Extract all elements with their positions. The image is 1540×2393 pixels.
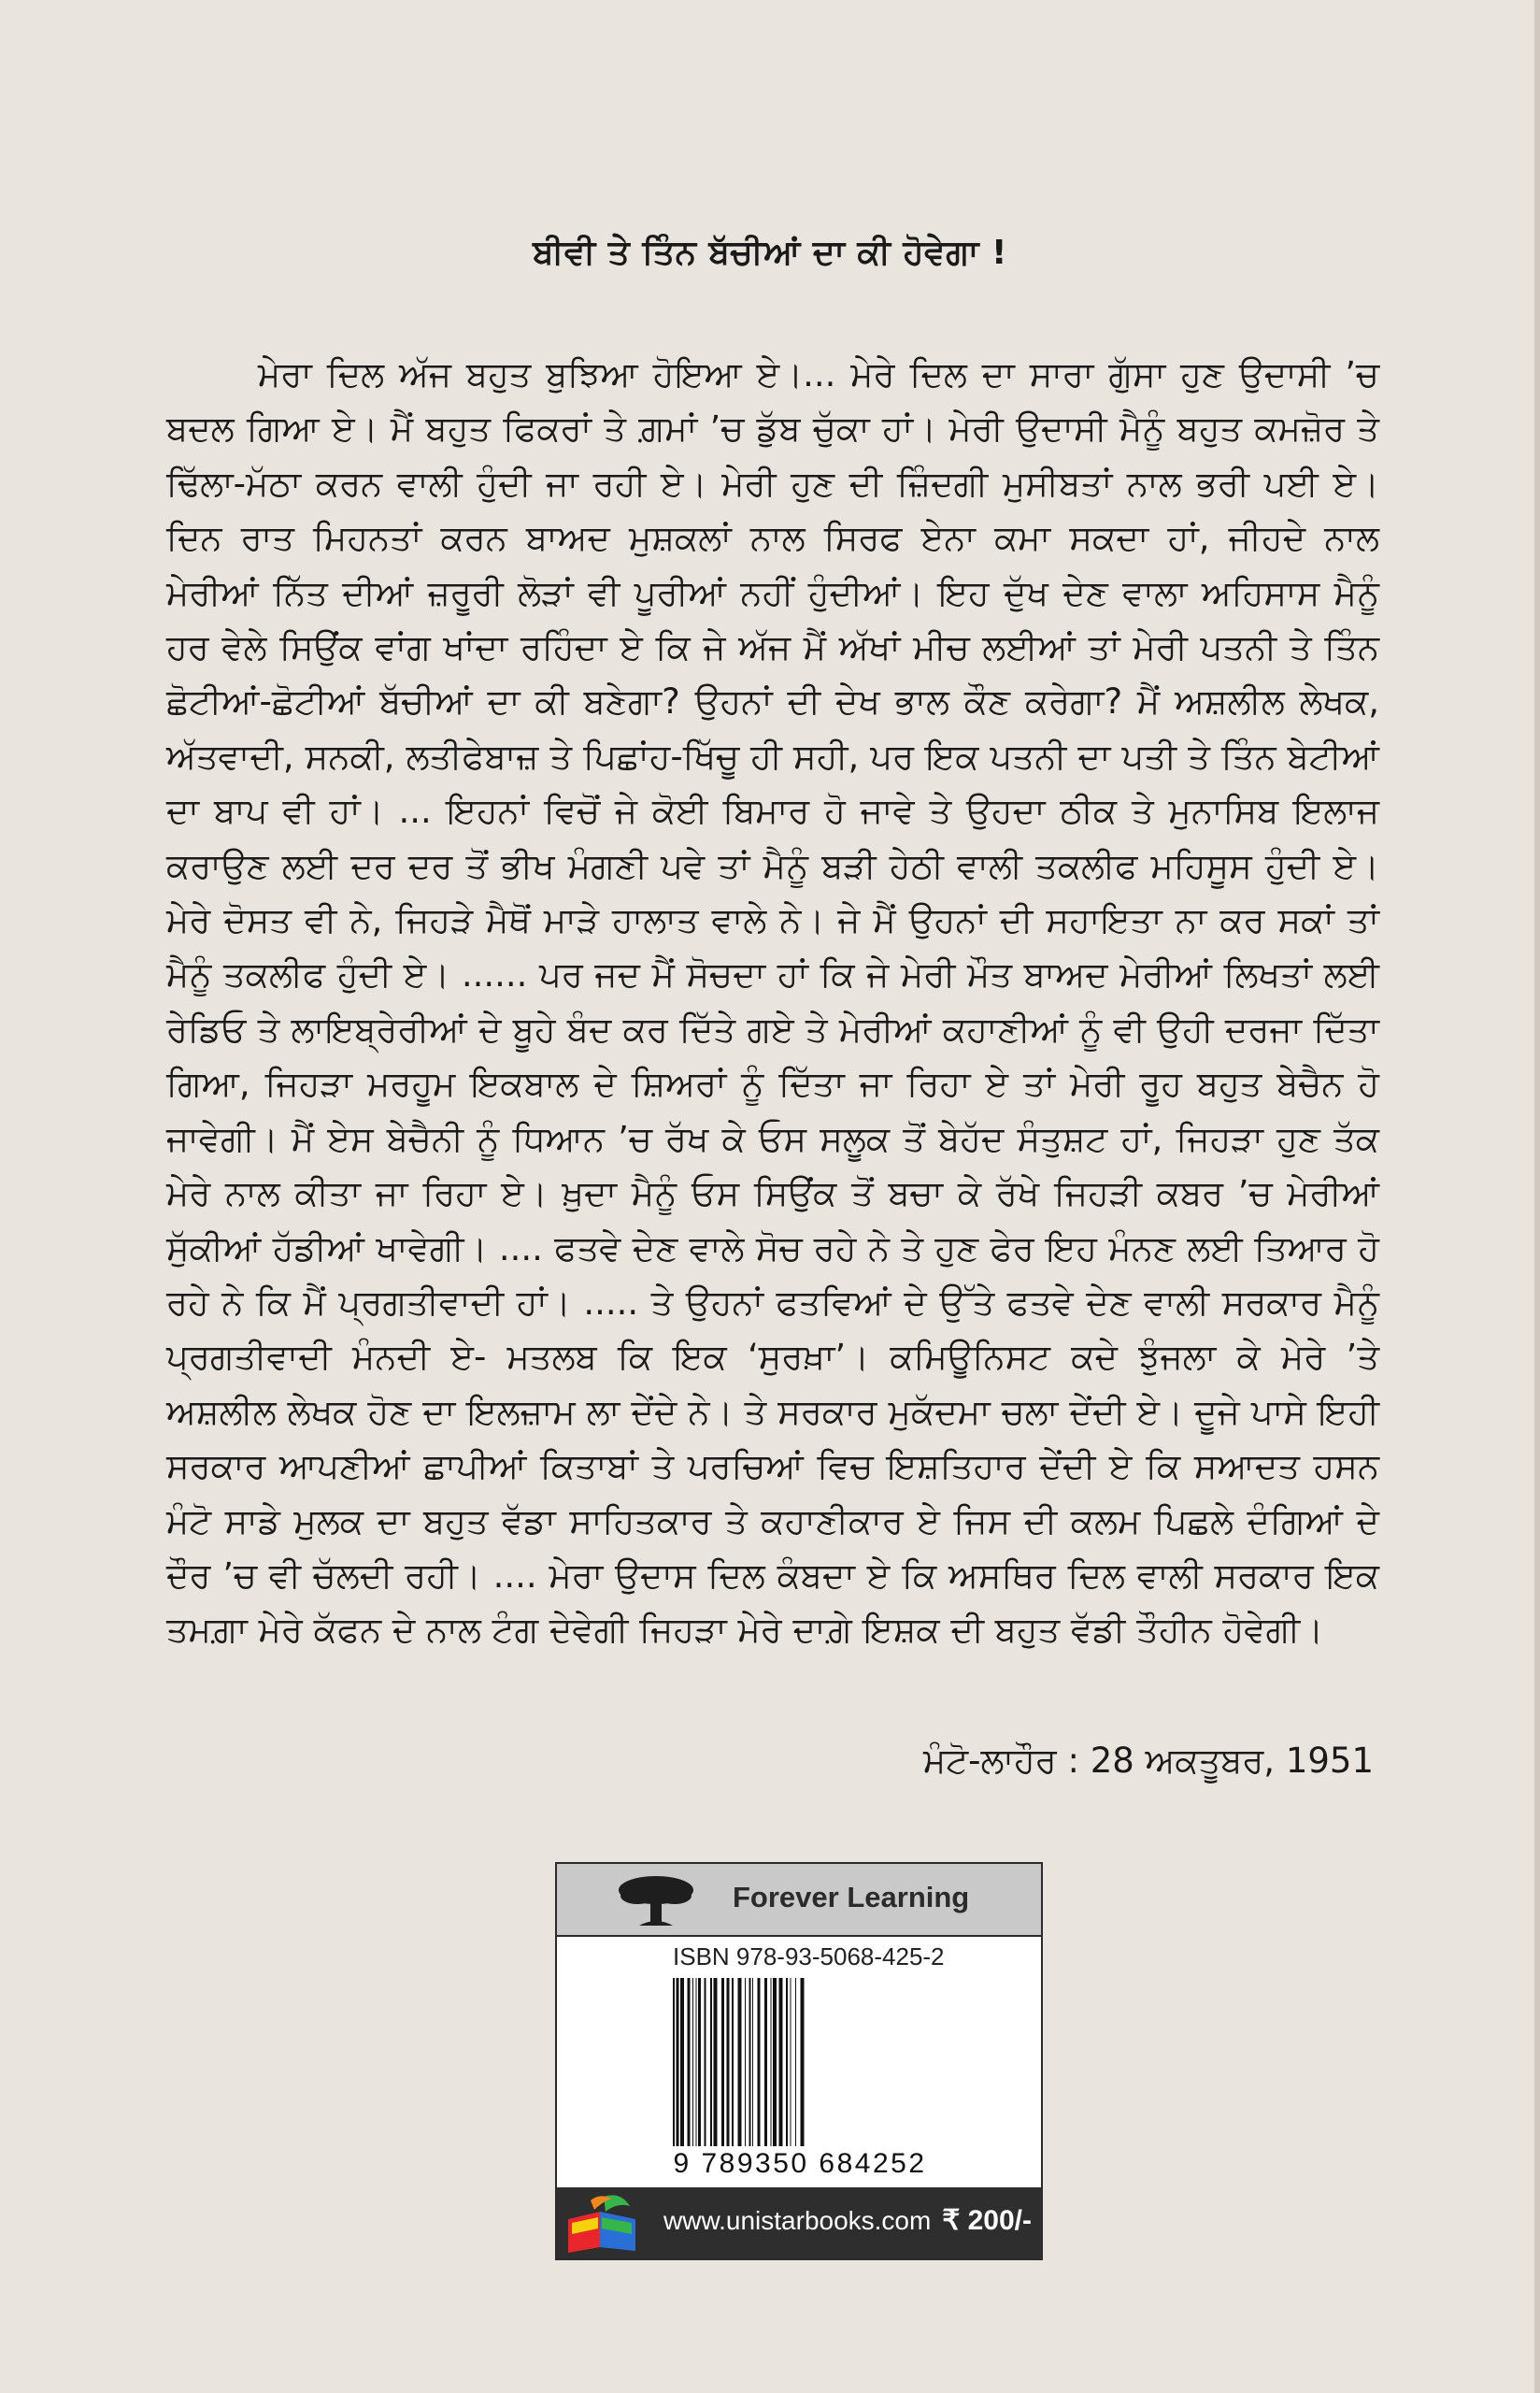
books-icon bbox=[563, 2191, 645, 2255]
barcode-footer bbox=[557, 2187, 1041, 2258]
barcode-digits: 9 789350 684252 bbox=[673, 2148, 927, 2179]
barcode-image bbox=[671, 1978, 927, 2146]
price-label: ₹ 200/- bbox=[942, 2205, 1032, 2236]
page-title: ਬੀਵੀ ਤੇ ਤਿੰਨ ਬੱਚੀਆਂ ਦਾ ਕੀ ਹੋਵੇਗਾ ! bbox=[533, 234, 1007, 272]
page-edge bbox=[1534, 0, 1540, 2393]
barcode-block bbox=[555, 1862, 1043, 2260]
publisher-website: www.unistarbooks.com bbox=[663, 2206, 932, 2235]
author-signature-line: ਮੰਟੋ-ਲਾਹੌਰ : 28 ਅਕਤੂਬਰ, 1951 bbox=[923, 1741, 1374, 1781]
main-passage bbox=[166, 348, 1379, 1658]
publisher-tagline: Forever Learning bbox=[733, 1881, 970, 1913]
isbn-label: ISBN 978-93-5068-425-2 bbox=[673, 1942, 945, 1970]
passage-paragraph: ਮੇਰਾ ਦਿਲ ਅੱਜ ਬਹੁਤ ਬੁਝਿਆ ਹੋਇਆ ਏ।... ਮੇਰੇ ਦਿਲ ਦਾ ਸਾਰਾ ਗੁੱਸਾ ਹੁਣ ਉਦਾਸੀ ’ਚ ਬਦਲ ਗਿਆ ਏ। ਮੈਂ ਬਹੁਤ ਫਿਕਰਾਂ ਤੇ ਗ਼ਮਾਂ ’ਚ ਡੁੱਬ ਚੁੱਕਾ ਹਾਂ। ਮੇਰੀ ਉਦਾਸੀ ਮੈਨੂੰ ਬਹੁਤ ਕਮਜ਼ੋਰ ਤੇ ਢਿੱਲਾ-ਮੱਠਾ ਕਰਨ ਵਾਲੀ ਹੁੰਦੀ ਜਾ ਰਹੀ ਏ। ਮੇਰੀ ਹੁਣ ਦੀ ਜ਼ਿੰਦਗੀ ਮੁਸੀਬਤਾਂ ਨਾਲ ਭਰੀ ਪਈ ਏ। ਦਿਨ ਰਾਤ ਮਿਹਨਤਾਂ ਕਰਨ ਬਾਅਦ ਮੁਸ਼ਕਲਾਂ ਨਾਲ ਸਿਰਫ ਏਨਾ ਕਮਾ ਸਕਦਾ ਹਾਂ, ਜੀਹਦੇ ਨਾਲ ਮੇਰੀਆਂ ਨਿੱਤ ਦੀਆਂ ਜ਼ਰੂਰੀ ਲੋੜਾਂ ਵੀ ਪੂਰੀਆਂ ਨਹੀਂ ਹੁੰਦੀਆਂ। ਇਹ ਦੁੱਖ ਦੇਣ ਵਾਲਾ ਅਹਿਸਾਸ ਮੈਨੂੰ ਹਰ ਵੇਲੇ ਸਿਉਂਕ ਵਾਂਗ ਖਾਂਦਾ ਰਹਿੰਦਾ ਏ ਕਿ ਜੇ ਅੱਜ ਮੈਂ ਅੱਖਾਂ ਮੀਚ ਲਈਆਂ ਤਾਂ ਮੇਰੀ ਪਤਨੀ ਤੇ ਤਿੰਨ ਛੋਟੀਆਂ-ਛੋਟੀਆਂ ਬੱਚੀਆਂ ਦਾ ਕੀ ਬਣੇਗਾ? ਉਹਨਾਂ ਦੀ ਦੇਖ ਭਾਲ ਕੌਣ ਕਰੇਗਾ? ਮੈਂ ਅਸ਼ਲੀਲ ਲੇਖਕ, ਅੱਤਵਾਦੀ, ਸਨਕੀ, ਲਤੀਫੇਬਾਜ਼ ਤੇ ਪਿਛਾਂਹ-ਖਿੱਚੂ ਹੀ ਸਹੀ, ਪਰ ਇਕ ਪਤਨੀ ਦਾ ਪਤੀ ਤੇ ਤਿੰਨ ਬੇਟੀਆਂ ਦਾ ਬਾਪ ਵੀ ਹਾਂ। ... ਇਹਨਾਂ ਵਿਚੋਂ ਜੇ ਕੋਈ ਬਿਮਾਰ ਹੋ ਜਾਵੇ ਤੇ ਉਹਦਾ ਠੀਕ ਤੇ ਮੁਨਾਸਿਬ ਇਲਾਜ ਕਰਾਉਣ ਲਈ ਦਰ ਦਰ ਤੋਂ ਭੀਖ ਮੰਗਣੀ ਪਵੇ ਤਾਂ ਮੈਨੂੰ ਬੜੀ ਹੇਠੀ ਵਾਲੀ ਤਕਲੀਫ ਮਹਿਸੂਸ ਹੁੰਦੀ ਏ। ਮੇਰੇ ਦੋਸਤ ਵੀ ਨੇ, ਜਿਹੜੇ ਮੈਥੋਂ ਮਾੜੇ ਹਾਲਾਤ ਵਾਲੇ ਨੇ। ਜੇ ਮੈਂ ਉਹਨਾਂ ਦੀ ਸਹਾਇਤਾ ਨਾ ਕਰ ਸਕਾਂ ਤਾਂ ਮੈਨੂੰ ਤਕਲੀਫ ਹੁੰਦੀ ਏ। ...... ਪਰ ਜਦ ਮੈਂ ਸੋਚਦਾ ਹਾਂ ਕਿ ਜੇ ਮੇਰੀ ਮੌਤ ਬਾਅਦ ਮੇਰੀਆਂ ਲਿਖਤਾਂ ਲਈ ਰੇਡਿਓ ਤੇ ਲਾਇਬ੍ਰੇਰੀਆਂ ਦੇ ਬੂਹੇ ਬੰਦ ਕਰ ਦਿੱਤੇ ਗਏ ਤੇ ਮੇਰੀਆਂ ਕਹਾਣੀਆਂ ਨੂੰ ਵੀ ਉਹੀ ਦਰਜਾ ਦਿੱਤਾ ਗਿਆ, ਜਿਹੜਾ ਮਰਹੂਮ ਇਕਬਾਲ ਦੇ ਸ਼ਿਅਰਾਂ ਨੂੰ ਦਿੱਤਾ ਜਾ ਰਿਹਾ ਏ ਤਾਂ ਮੇਰੀ ਰੂਹ ਬਹੁਤ ਬੇਚੈਨ ਹੋ ਜਾਵੇਗੀ। ਮੈਂ ਏਸ ਬੇਚੈਨੀ ਨੂੰ ਧਿਆਨ ’ਚ ਰੱਖ ਕੇ ਓਸ ਸਲੂਕ ਤੋਂ ਬੇਹੱਦ ਸੰਤੁਸ਼ਟ ਹਾਂ, ਜਿਹੜਾ ਹੁਣ ਤੱਕ ਮੇਰੇ ਨਾਲ ਕੀਤਾ ਜਾ ਰਿਹਾ ਏ। ਖ਼ੁਦਾ ਮੈਨੂੰ ਓਸ ਸਿਉਂਕ ਤੋਂ ਬਚਾ ਕੇ ਰੱਖੇ ਜਿਹੜੀ ਕਬਰ ’ਚ ਮੇਰੀਆਂ ਸੁੱਕੀਆਂ ਹੱਡੀਆਂ ਖਾਵੇਗੀ। .... ਫਤਵੇ ਦੇਣ ਵਾਲੇ ਸੋਚ ਰਹੇ ਨੇ ਤੇ ਹੁਣ ਫੇਰ ਇਹ ਮੰਨਣ ਲਈ ਤਿਆਰ ਹੋ ਰਹੇ ਨੇ ਕਿ ਮੈਂ ਪ੍ਰਗਤੀਵਾਦੀ ਹਾਂ। ..... ਤੇ ਉਹਨਾਂ ਫਤਵਿਆਂ ਦੇ ਉੱਤੇ ਫਤਵੇ ਦੇਣ ਵਾਲੀ ਸਰਕਾਰ ਮੈਨੂੰ ਪ੍ਰਗਤੀਵਾਦੀ ਮੰਨਦੀ ਏ- ਮਤਲਬ ਕਿ ਇਕ ‘ਸੁਰਖ਼ਾ’। ਕਮਿਊਨਿਸਟ ਕਦੇ ਝੁੰਜਲਾ ਕੇ ਮੇਰੇ ’ਤੇ ਅਸ਼ਲੀਲ ਲੇਖਕ ਹੋਣ ਦਾ ਇਲਜ਼ਾਮ ਲਾ ਦੇਂਦੇ ਨੇ। ਤੇ ਸਰਕਾਰ ਮੁਕੱਦਮਾ ਚਲਾ ਦੇਂਦੀ ਏ। ਦੂਜੇ ਪਾਸੇ ਇਹੀ ਸਰਕਾਰ ਆਪਣੀਆਂ ਛਾਪੀਆਂ ਕਿਤਾਬਾਂ ਤੇ ਪਰਚਿਆਂ ਵਿਚ ਇਸ਼ਤਿਹਾਰ ਦੇਂਦੀ ਏ ਕਿ ਸਆਦਤ ਹਸਨ ਮੰਟੋ ਸਾਡੇ ਮੁਲਕ ਦਾ ਬਹੁਤ ਵੱਡਾ ਸਾਹਿਤਕਾਰ ਤੇ ਕਹਾਣੀਕਾਰ ਏ ਜਿਸ ਦੀ ਕਲਮ ਪਿਛਲੇ ਦੰਗਿਆਂ ਦੇ ਦੌਰ ’ਚ ਵੀ ਚੱਲਦੀ ਰਹੀ। .... ਮੇਰਾ ਉਦਾਸ ਦਿਲ ਕੰਬਦਾ ਏ ਕਿ ਅਸਥਿਰ ਦਿਲ ਵਾਲੀ ਸਰਕਾਰ ਇਕ ਤਮਗ਼ਾ ਮੇਰੇ ਕੱਫਨ ਦੇ ਨਾਲ ਟੰਗ ਦੇਵੇਗੀ ਜਿਹੜਾ ਮੇਰੇ ਦਾਗ਼ੇ ਇਸ਼ਕ ਦੀ ਬਹੁਤ ਵੱਡੀ ਤੌਹੀਨ ਹੋਵੇਗੀ। bbox=[166, 354, 1379, 1651]
barcode-header bbox=[557, 1864, 1041, 1937]
tree-icon bbox=[615, 1871, 697, 1927]
